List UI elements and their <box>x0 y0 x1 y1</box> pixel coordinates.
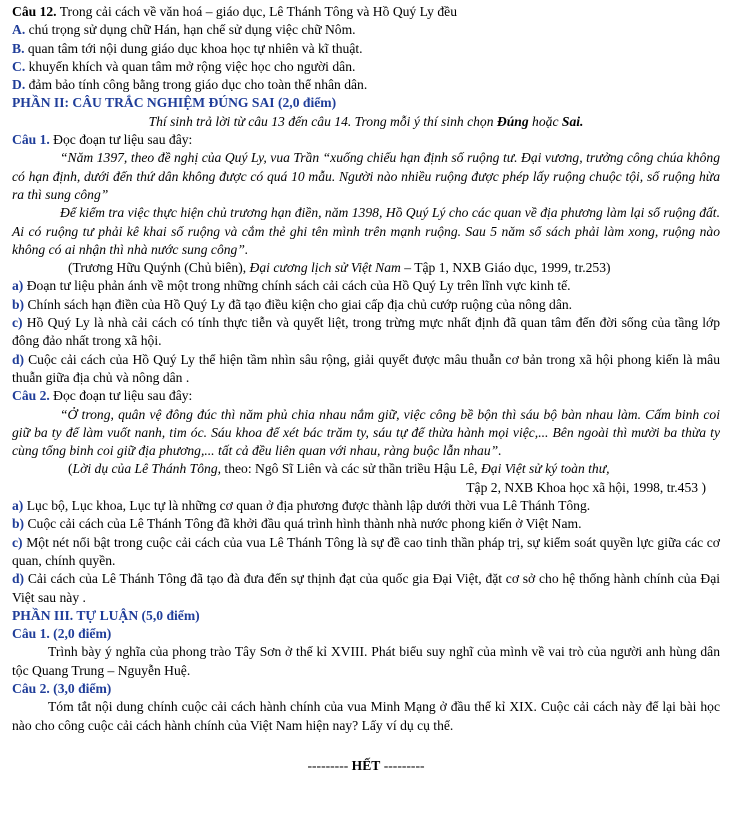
instructions-false: Sai. <box>561 113 584 129</box>
part-2-instructions <box>12 113 720 131</box>
item-text: Cuộc cải cách của Lê Thánh Tông đã khởi đầu quá trình hình thành nhà nước phong kiến ở Việt Nam. <box>24 516 582 532</box>
item-text: Đoạn tư liệu phản ánh về một trong những chính sách cải cách của Hồ Quý Ly trên lĩnh vực kinh tế. <box>23 278 571 294</box>
option-a <box>12 21 720 39</box>
tf-question-2-intro: Đọc đoạn tư liệu sau đây: <box>49 388 193 404</box>
question-12 <box>12 3 720 21</box>
tf-item-c <box>12 314 720 351</box>
option-key: C. <box>12 58 26 74</box>
source-quote-2: Để kiểm tra việc thực hiện chủ trương hạn điền, năm 1398, Hồ Quý Lý cho các quan về địa phương làm lại sổ ruộng đất. Ai có ruộng tư phải kê khai số ruộng và cắm thẻ ghi tên mình trên mạnh ruộng. Sau 5 năm sổ sách phải làm xong, ruộng nào không có ai nhận thì nhà nước sung công”. <box>12 205 720 257</box>
item-key: b) <box>12 516 25 532</box>
tf-item-b <box>12 296 720 314</box>
tf-item-a <box>12 497 720 515</box>
instructions-true: Đúng <box>496 113 529 129</box>
option-text: chú trọng sử dụng chữ Hán, hạn chế sử dụng việc chữ Nôm. <box>25 22 356 38</box>
item-text: Lục bộ, Lục khoa, Lục tự là những cơ quan ở địa phương được thành lập dưới thời vua Lê Thánh Tông. <box>23 498 591 514</box>
tf-question-1-label: Câu 1. <box>12 132 50 148</box>
tf-item-d <box>12 351 720 388</box>
question-12-label: Câu 12. <box>12 4 57 19</box>
option-d <box>12 76 720 94</box>
end-dashes: --------- <box>307 757 352 773</box>
item-key: a) <box>12 278 24 294</box>
option-text: khuyến khích và quan tâm mở rộng việc học cho người dân. <box>25 58 356 74</box>
option-key: D. <box>12 77 26 93</box>
tf-question-1-intro: Đọc đoạn tư liệu sau đây: <box>49 132 193 148</box>
instructions-text: Thí sinh trả lời từ câu 13 đến câu 14. Trong mỗi ý thí sinh chọn <box>148 113 497 129</box>
source-citation <box>12 259 720 277</box>
end-dashes: --------- <box>380 757 425 773</box>
essay-question-2-label: Câu 2. (3,0 điểm) <box>12 680 112 696</box>
tf-item-b <box>12 515 720 533</box>
item-key: a) <box>12 498 24 514</box>
item-key: c) <box>12 534 23 550</box>
citation-text: theo: Ngô Sĩ Liên và các sử thần triều Hậu Lê, <box>221 461 481 477</box>
tf-question-1 <box>12 131 720 149</box>
citation-title: Lời dụ của Lê Thánh Tông, <box>72 461 222 477</box>
item-key: c) <box>12 315 23 331</box>
tf-question-2 <box>12 387 720 405</box>
citation-text: (Trương Hữu Quýnh (Chủ biên), <box>68 260 250 276</box>
tf-item-d <box>12 570 720 607</box>
item-text: Cải cách của Lê Thánh Tông đã tạo đà đưa đến sự thịnh đạt của quốc gia Đại Việt, đặt cơ sở cho hệ thống hành chính của Đại Việt sau này . <box>12 571 720 605</box>
item-key: b) <box>12 296 25 312</box>
item-text: Một nét nổi bật trong cuộc cải cách của vua Lê Thánh Tông là sự đề cao tinh thần pháp trị, sự kiểm soát quyền lực giữa các cơ quan, chính quyền. <box>12 534 720 568</box>
essay-question-1-text: Trình bày ý nghĩa của phong trào Tây Sơn ở thế kỉ XVIII. Phát biểu suy nghĩ của mình về vai trò của người anh hùng dân tộc Quang Trung – Nguyễn Huệ. <box>12 644 720 678</box>
essay-question-1-label: Câu 1. (2,0 điểm) <box>12 626 112 642</box>
part-3-title: PHẦN III. TỰ LUẬN (5,0 điểm) <box>12 607 200 623</box>
part-2-title: PHẦN II: CÂU TRẮC NGHIỆM ĐÚNG SAI (2,0 điểm) <box>12 95 337 111</box>
citation-text: ( <box>68 461 73 477</box>
source-citation <box>12 460 720 478</box>
source-quote: “Ở trong, quân vệ đông đúc thì năm phủ chia nhau nắm giữ, việc công bề bộn thì sáu bộ bàn nhau làm. Cấm binh coi giữ ba ty để làm vuốt nanh, tim óc. Sáu khoa để xét bác trăm ty, sáu tự để thừa hành mọi việc,... Bên ngoài thì mười ba thừa ty cùng tổng binh coi giữ địa phương,... tất cả đều liên quan với nhau, ràng buộc lẫn nhau”. <box>12 406 720 459</box>
question-12-text: Trong cải cách về văn hoá – giáo dục, Lê Thánh Tông và Hồ Quý Ly đều <box>56 4 458 19</box>
item-key: d) <box>12 351 25 367</box>
item-text: Hồ Quý Ly là nhà cải cách có tính thực tiễn và quyết liệt, trong trừng mực nhất định đã quan tâm đến đời sống của tầng lớp đông đảo nhất trong xã hội. <box>12 315 720 349</box>
essay-question-2-text: Tóm tắt nội dung chính cuộc cải cách hành chính của vua Minh Mạng ở đầu thế kỉ XIX. Cuộc cải cách này để lại bài học nào cho công cuộc cải cách hành chính của Việt Nam hiện nay? Lấy ví dụ cụ thể. <box>12 699 720 733</box>
option-b <box>12 40 720 58</box>
end-label: HẾT <box>351 757 381 773</box>
end-marker <box>12 757 720 775</box>
option-text: đảm bảo tính công bằng trong giáo dục cho toàn thể nhân dân. <box>25 77 368 93</box>
option-text: quan tâm tới nội dung giáo dục khoa học tự nhiên và kĩ thuật. <box>24 40 363 56</box>
tf-item-a <box>12 277 720 295</box>
tf-question-2-label: Câu 2. <box>12 388 50 404</box>
source-citation-line-2: Tập 2, NXB Khoa học xã hội, 1998, tr.453 ) <box>466 479 706 495</box>
source-quote-1: “Năm 1397, theo đề nghị của Quý Ly, vua Trần “xuống chiếu hạn định số ruộng tư. Đại vương, trưởng công chúa không có hạn định, dưới đến thứ dân không được có quá 10 mẫu. Người nào nhiều ruộng được phép lấy ruộng chuộc tội, số ruộng hừa ra thì sung công” <box>12 150 720 202</box>
instructions-or: hoặc <box>528 113 562 129</box>
item-key: d) <box>12 571 25 587</box>
citation-title: Đại cương lịch sử Việt Nam <box>249 260 401 276</box>
option-key: B. <box>12 40 25 56</box>
tf-item-c <box>12 534 720 571</box>
option-key: A. <box>12 22 26 38</box>
option-c <box>12 58 720 76</box>
item-text: Cuộc cải cách của Hồ Quý Ly thể hiện tầm nhìn sâu rộng, giải quyết được mâu thuẫn cơ bản trong xã hội phong kiến là mâu thuẫn giữa địa chủ và nông dân . <box>12 351 720 385</box>
citation-title: Đại Việt sử ký toàn thư, <box>480 461 610 477</box>
citation-text: – Tập 1, NXB Giáo dục, 1999, tr.253) <box>400 260 611 276</box>
item-text: Chính sách hạn điền của Hồ Quý Ly đã tạo điều kiện cho giai cấp địa chủ cướp ruộng của nông dân. <box>24 296 573 312</box>
